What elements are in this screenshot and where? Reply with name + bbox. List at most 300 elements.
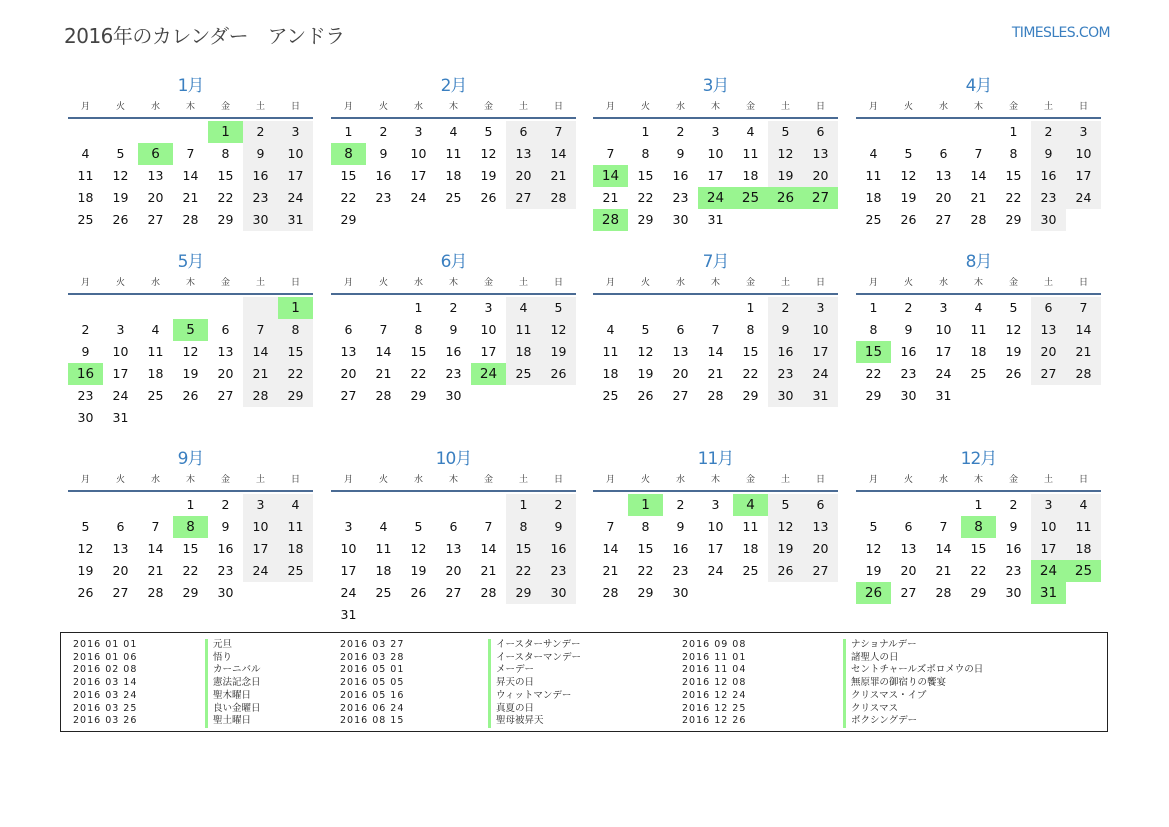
day-cell: 26 [637, 388, 654, 403]
month-name: 2月 [440, 76, 467, 96]
day-cell: 1 [344, 124, 353, 139]
day-cell: 23 [1005, 563, 1022, 578]
day-cell: 23 [541, 560, 576, 582]
day-cell: 4 [606, 322, 615, 337]
day-cell: 17 [707, 541, 724, 556]
weekday-label: 木 [710, 102, 720, 112]
day-cell: 27 [672, 388, 689, 403]
day-cell: 12 [768, 143, 803, 165]
day-cell: 26 [768, 560, 803, 582]
holiday-day-cell: 15 [856, 341, 891, 363]
day-cell: 19 [480, 168, 497, 183]
weekday-label: 月 [343, 475, 353, 485]
day-cell: 4 [974, 300, 983, 315]
month-name: 10月 [435, 449, 472, 469]
month-name: 8月 [965, 252, 992, 272]
weekday-label: 土 [255, 102, 265, 112]
weekday-label: 水 [413, 102, 423, 112]
day-cell: 23 [243, 187, 278, 209]
month-block [593, 251, 838, 407]
day-cell: 27 [803, 560, 838, 582]
day-cell: 28 [243, 385, 278, 407]
day-cell: 17 [1031, 538, 1066, 560]
day-cell: 3 [243, 494, 278, 516]
weekday-label: 火 [903, 475, 913, 485]
day-cell: 11 [865, 168, 882, 183]
day-cell: 21 [182, 190, 199, 205]
holiday-date: 2016 03 26 [73, 715, 138, 727]
day-cell: 21 [541, 165, 576, 187]
day-cell: 3 [484, 300, 493, 315]
holiday-day-cell: 16 [68, 363, 103, 385]
day-cell: 2 [676, 124, 685, 139]
day-cell: 15 [742, 344, 759, 359]
day-cell: 24 [935, 366, 952, 381]
day-cell: 27 [147, 212, 164, 227]
empty-cell [856, 121, 891, 143]
day-cell: 22 [865, 366, 882, 381]
holiday-date: 2016 09 08 [682, 639, 747, 650]
day-cell: 17 [1066, 165, 1101, 187]
holiday-day-cell: 14 [593, 165, 628, 187]
empty-cell [891, 494, 926, 516]
weekday-header [856, 470, 1101, 492]
empty-cell [436, 494, 471, 516]
day-cell: 18 [506, 341, 541, 363]
weekday-label: 木 [185, 475, 195, 485]
day-cell: 20 [900, 563, 917, 578]
day-cell: 12 [1005, 322, 1022, 337]
weekday-label: 日 [1078, 278, 1088, 288]
day-cell: 27 [340, 388, 357, 403]
empty-cell [891, 121, 926, 143]
day-cell: 16 [1031, 165, 1066, 187]
weekday-label: 火 [378, 475, 388, 485]
day-cell: 8 [641, 519, 650, 534]
day-cell: 23 [672, 563, 689, 578]
day-cell: 14 [707, 344, 724, 359]
day-cell: 9 [904, 322, 913, 337]
weekday-label: 水 [675, 475, 685, 485]
day-cell: 30 [672, 212, 689, 227]
day-cell: 12 [480, 146, 497, 161]
day-grid [331, 121, 576, 231]
empty-cell [366, 297, 401, 319]
day-cell: 8 [221, 146, 230, 161]
day-cell: 4 [869, 146, 878, 161]
day-cell: 5 [414, 519, 423, 534]
day-cell: 9 [768, 319, 803, 341]
weekday-label: 月 [80, 475, 90, 485]
day-cell: 8 [278, 319, 313, 341]
day-cell: 11 [1066, 516, 1101, 538]
day-cell: 13 [803, 516, 838, 538]
weekday-label: 火 [378, 278, 388, 288]
empty-cell [331, 297, 366, 319]
day-cell: 24 [243, 560, 278, 582]
day-cell: 6 [449, 519, 458, 534]
day-cell: 3 [116, 322, 125, 337]
day-cell: 22 [1005, 190, 1022, 205]
month-block [331, 448, 576, 626]
weekday-label: 日 [290, 475, 300, 485]
day-cell: 5 [768, 121, 803, 143]
day-cell: 17 [112, 366, 129, 381]
holiday-date: 2016 12 24 [682, 689, 747, 701]
day-cell: 7 [379, 322, 388, 337]
holiday-day-cell: 8 [173, 516, 208, 538]
day-cell: 5 [1009, 300, 1018, 315]
weekday-label: 月 [868, 102, 878, 112]
day-cell: 4 [81, 146, 90, 161]
holiday-name: 憲法記念日 [205, 677, 261, 690]
day-cell: 25 [77, 212, 94, 227]
day-cell: 18 [742, 541, 759, 556]
day-cell: 29 [865, 388, 882, 403]
day-cell: 2 [379, 124, 388, 139]
day-cell: 2 [221, 497, 230, 512]
day-cell: 6 [344, 322, 353, 337]
month-name: 1月 [177, 76, 204, 96]
day-cell: 30 [77, 410, 94, 425]
weekday-label: 日 [815, 278, 825, 288]
day-cell: 19 [1005, 344, 1022, 359]
weekday-header [593, 470, 838, 492]
day-cell: 9 [1009, 519, 1018, 534]
day-cell: 30 [1005, 585, 1022, 600]
weekday-label: 火 [640, 278, 650, 288]
day-cell: 3 [711, 124, 720, 139]
weekday-label: 月 [868, 278, 878, 288]
day-cell: 8 [414, 322, 423, 337]
day-cell: 31 [278, 209, 313, 231]
empty-cell [698, 297, 733, 319]
day-cell: 13 [900, 541, 917, 556]
day-cell: 31 [803, 385, 838, 407]
day-cell: 24 [1066, 187, 1101, 209]
weekday-label: 土 [255, 475, 265, 485]
day-cell: 27 [900, 585, 917, 600]
day-cell: 20 [803, 165, 838, 187]
weekday-label: 金 [1008, 278, 1018, 288]
site-link[interactable]: TIMESLES.COM [1011, 25, 1110, 41]
day-cell: 12 [541, 319, 576, 341]
empty-cell [593, 494, 628, 516]
day-cell: 17 [340, 563, 357, 578]
day-cell: 24 [340, 585, 357, 600]
day-cell: 29 [217, 212, 234, 227]
day-cell: 15 [506, 538, 541, 560]
weekday-header [856, 97, 1101, 119]
holiday-day-cell: 8 [961, 516, 996, 538]
day-cell: 31 [935, 388, 952, 403]
day-cell: 21 [480, 563, 497, 578]
day-cell: 10 [480, 322, 497, 337]
day-cell: 12 [77, 541, 94, 556]
holiday-day-cell: 4 [733, 494, 768, 516]
holiday-date: 2016 12 08 [682, 677, 747, 689]
day-cell: 15 [970, 541, 987, 556]
weekday-label: 土 [518, 102, 528, 112]
day-cell: 27 [445, 585, 462, 600]
day-cell: 6 [116, 519, 125, 534]
day-cell: 20 [112, 563, 129, 578]
weekday-label: 月 [343, 278, 353, 288]
holiday-name-column [843, 639, 983, 728]
day-cell: 18 [147, 366, 164, 381]
day-cell: 6 [803, 494, 838, 516]
day-cell: 10 [1066, 143, 1101, 165]
day-cell: 16 [243, 165, 278, 187]
day-cell: 19 [410, 563, 427, 578]
day-cell: 31 [112, 410, 129, 425]
day-grid [68, 494, 313, 604]
month-block [856, 75, 1101, 231]
empty-cell [173, 297, 208, 319]
weekday-label: 日 [553, 102, 563, 112]
weekday-label: 月 [343, 102, 353, 112]
holiday-date-column [340, 639, 404, 728]
empty-cell [856, 494, 891, 516]
day-cell: 28 [970, 212, 987, 227]
weekday-header [68, 470, 313, 492]
day-cell: 20 [506, 165, 541, 187]
day-cell: 5 [768, 494, 803, 516]
month-name: 12月 [960, 449, 997, 469]
day-cell: 15 [182, 541, 199, 556]
day-cell: 5 [116, 146, 125, 161]
day-cell: 10 [707, 146, 724, 161]
day-cell: 4 [746, 124, 755, 139]
day-cell: 27 [112, 585, 129, 600]
day-cell: 17 [935, 344, 952, 359]
day-cell: 13 [147, 168, 164, 183]
holiday-date: 2016 01 01 [73, 639, 138, 650]
month-name: 7月 [702, 252, 729, 272]
weekday-header [331, 97, 576, 119]
holiday-day-cell: 24 [1031, 560, 1066, 582]
day-cell: 27 [506, 187, 541, 209]
empty-cell [926, 494, 961, 516]
holiday-name: ボクシングデー [843, 715, 983, 728]
holiday-name: 悟り [205, 652, 261, 665]
empty-cell [68, 297, 103, 319]
day-cell: 24 [278, 187, 313, 209]
day-cell: 30 [900, 388, 917, 403]
day-cell: 7 [974, 146, 983, 161]
day-cell: 26 [541, 363, 576, 385]
day-cell: 21 [970, 190, 987, 205]
day-cell: 19 [768, 165, 803, 187]
weekday-label: 木 [973, 102, 983, 112]
day-cell: 13 [506, 143, 541, 165]
day-cell: 24 [707, 563, 724, 578]
weekday-label: 金 [1008, 475, 1018, 485]
day-cell: 25 [742, 563, 759, 578]
day-cell: 4 [449, 124, 458, 139]
day-cell: 26 [77, 585, 94, 600]
empty-cell [68, 494, 103, 516]
day-cell: 19 [637, 366, 654, 381]
weekday-label: 水 [150, 102, 160, 112]
day-cell: 1 [506, 494, 541, 516]
weekday-header [593, 97, 838, 119]
holiday-name: 真夏の日 [488, 703, 581, 716]
holiday-date: 2016 03 28 [340, 651, 405, 663]
empty-cell [663, 297, 698, 319]
day-cell: 18 [445, 168, 462, 183]
day-cell: 5 [641, 322, 650, 337]
day-cell: 29 [278, 385, 313, 407]
day-cell: 30 [768, 385, 803, 407]
day-cell: 29 [637, 585, 654, 600]
day-cell: 19 [768, 538, 803, 560]
empty-cell [926, 121, 961, 143]
holiday-day-cell: 5 [173, 319, 208, 341]
month-block [331, 251, 576, 407]
day-cell: 28 [480, 585, 497, 600]
day-cell: 16 [217, 541, 234, 556]
day-cell: 28 [541, 187, 576, 209]
day-cell: 9 [676, 519, 685, 534]
day-cell: 31 [707, 212, 724, 227]
holiday-day-cell: 28 [593, 209, 628, 231]
day-cell: 26 [112, 212, 129, 227]
empty-cell [103, 121, 138, 143]
day-cell: 13 [112, 541, 129, 556]
day-cell: 21 [935, 563, 952, 578]
day-cell: 23 [217, 563, 234, 578]
day-cell: 24 [112, 388, 129, 403]
day-cell: 14 [970, 168, 987, 183]
day-cell: 14 [147, 541, 164, 556]
day-cell: 20 [340, 366, 357, 381]
day-cell: 11 [742, 146, 759, 161]
month-name: 6月 [440, 252, 467, 272]
day-cell: 30 [541, 582, 576, 604]
holiday-name: カーニバル [205, 664, 261, 677]
day-cell: 2 [81, 322, 90, 337]
holiday-day-cell: 25 [1066, 560, 1101, 582]
weekday-label: 日 [290, 278, 300, 288]
day-cell: 19 [900, 190, 917, 205]
weekday-label: 土 [1043, 278, 1053, 288]
day-cell: 8 [641, 146, 650, 161]
day-cell: 30 [1031, 209, 1066, 231]
day-grid [856, 121, 1101, 231]
holiday-day-cell: 24 [698, 187, 733, 209]
day-cell: 23 [445, 366, 462, 381]
day-cell: 11 [278, 516, 313, 538]
weekday-label: 金 [745, 102, 755, 112]
day-cell: 10 [340, 541, 357, 556]
day-cell: 16 [445, 344, 462, 359]
holiday-date: 2016 02 08 [73, 664, 138, 676]
day-cell: 14 [935, 541, 952, 556]
weekday-label: 木 [710, 475, 720, 485]
day-cell: 3 [278, 121, 313, 143]
weekday-label: 火 [640, 102, 650, 112]
day-cell: 14 [182, 168, 199, 183]
weekday-label: 日 [553, 278, 563, 288]
day-cell: 4 [151, 322, 160, 337]
weekday-label: 水 [675, 102, 685, 112]
day-cell: 29 [182, 585, 199, 600]
day-cell: 5 [869, 519, 878, 534]
day-cell: 22 [742, 366, 759, 381]
day-cell: 13 [445, 541, 462, 556]
weekday-label: 火 [115, 102, 125, 112]
day-cell: 9 [379, 146, 388, 161]
day-cell: 3 [711, 497, 720, 512]
weekday-label: 金 [745, 475, 755, 485]
day-grid [68, 297, 313, 429]
day-cell: 14 [480, 541, 497, 556]
day-cell: 7 [186, 146, 195, 161]
holiday-date: 2016 05 16 [340, 689, 405, 701]
day-cell: 21 [602, 563, 619, 578]
day-cell: 25 [375, 585, 392, 600]
day-cell: 16 [672, 168, 689, 183]
day-cell: 10 [410, 146, 427, 161]
day-cell: 18 [602, 366, 619, 381]
day-cell: 22 [340, 190, 357, 205]
weekday-label: 月 [605, 278, 615, 288]
day-cell: 12 [768, 516, 803, 538]
holiday-day-cell: 25 [733, 187, 768, 209]
weekday-label: 土 [1043, 102, 1053, 112]
day-cell: 8 [746, 322, 755, 337]
holiday-date: 2016 12 26 [682, 715, 747, 727]
holiday-name: 聖母被昇天 [488, 715, 581, 728]
day-cell: 23 [1031, 187, 1066, 209]
day-cell: 14 [1066, 319, 1101, 341]
day-cell: 12 [112, 168, 129, 183]
day-cell: 11 [742, 519, 759, 534]
empty-cell [208, 297, 243, 319]
day-cell: 11 [77, 168, 94, 183]
holiday-day-cell: 24 [471, 363, 506, 385]
day-cell: 16 [900, 344, 917, 359]
day-cell: 11 [147, 344, 164, 359]
holiday-name: メーデー [488, 664, 581, 677]
day-cell: 18 [77, 190, 94, 205]
day-cell: 29 [970, 585, 987, 600]
holiday-name: イースターサンデー [488, 639, 581, 652]
day-cell: 10 [935, 322, 952, 337]
day-cell: 28 [182, 212, 199, 227]
day-cell: 22 [637, 563, 654, 578]
month-name: 4月 [965, 76, 992, 96]
empty-cell [628, 297, 663, 319]
day-cell: 14 [375, 344, 392, 359]
day-cell: 6 [904, 519, 913, 534]
day-cell: 18 [1066, 538, 1101, 560]
holiday-name: 諸聖人の日 [843, 652, 983, 665]
holiday-date: 2016 12 25 [682, 702, 747, 714]
day-cell: 8 [869, 322, 878, 337]
day-cell: 1 [186, 497, 195, 512]
day-cell: 30 [672, 585, 689, 600]
day-cell: 6 [221, 322, 230, 337]
day-cell: 20 [935, 190, 952, 205]
day-cell: 3 [1066, 121, 1101, 143]
page-title: 2016年のカレンダー アンドラ [64, 24, 345, 48]
day-cell: 21 [147, 563, 164, 578]
day-cell: 28 [147, 585, 164, 600]
day-cell: 16 [375, 168, 392, 183]
day-cell: 3 [803, 297, 838, 319]
